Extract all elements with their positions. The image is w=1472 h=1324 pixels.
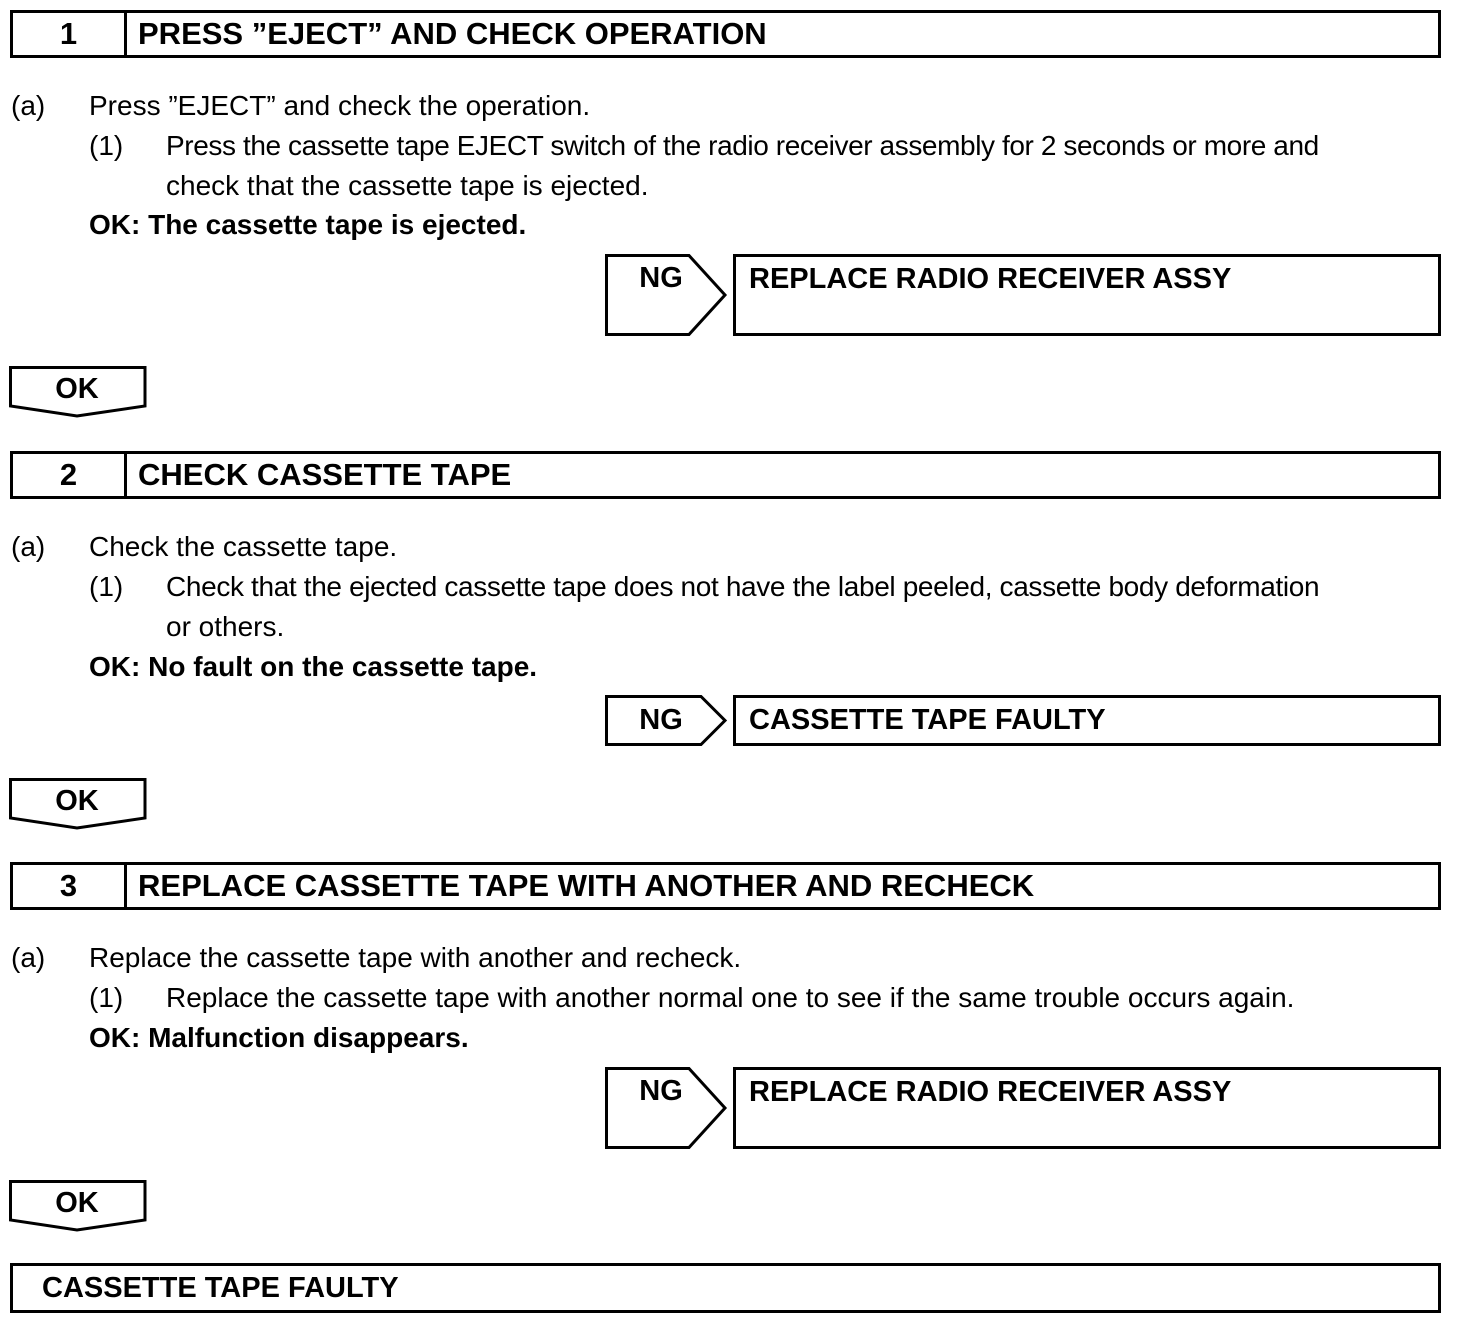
step-1-ok-criteria: OK: The cassette tape is ejected.	[89, 209, 527, 240]
step-3-sub-text: Replace the cassette tape with another and recheck.	[89, 942, 742, 973]
step-2-item-line-1: Check that the ejected cassette tape does not have the label peeled, cassette body deformation	[166, 571, 1320, 602]
step-2-ok-criteria: OK: No fault on the cassette tape.	[89, 651, 538, 682]
step-1-sub-label: (a)	[11, 90, 46, 121]
step-3-sub-label: (a)	[11, 942, 46, 973]
step-3-ok-criteria: OK: Malfunction disappears.	[89, 1022, 469, 1053]
step-1-ng-result	[733, 254, 1441, 336]
step-3-number: 3	[13, 865, 127, 907]
step-2-item-line-2: or others.	[166, 611, 285, 642]
step-3-ok-tag	[9, 1180, 149, 1232]
step-3-item-line-1: Replace the cassette tape with another normal one to see if the same trouble occurs again.	[166, 982, 1295, 1013]
step-1-ng-label: NG	[639, 262, 683, 294]
step-1-ok-tag	[9, 366, 149, 418]
step-2-item-label: (1)	[89, 571, 124, 602]
step-3-ng-result	[733, 1067, 1441, 1149]
step-3-ng-label: NG	[639, 1075, 683, 1107]
step-3-item-label: (1)	[89, 982, 124, 1013]
step-2-ng-result	[733, 695, 1441, 746]
step-3-ng-tag	[605, 1067, 729, 1149]
step-2-ok-label: OK	[55, 785, 99, 817]
step-1-ng-result-text: REPLACE RADIO RECEIVER ASSY	[749, 263, 1232, 295]
step-1-ok-label: OK	[55, 373, 99, 405]
step-1-item-label: (1)	[89, 130, 124, 161]
step-2-sub-label: (a)	[11, 531, 46, 562]
step-2-ng-result-text: CASSETTE TAPE FAULTY	[749, 704, 1106, 736]
step-1-item-line-2: check that the cassette tape is ejected.	[166, 170, 649, 201]
step-2-ng-tag	[605, 695, 729, 746]
step-1-header	[10, 10, 1441, 58]
step-1-ng-tag	[605, 254, 729, 336]
step-2-sub-text: Check the cassette tape.	[89, 531, 398, 562]
step-3-header	[10, 862, 1441, 910]
step-1-item-line-1: Press the cassette tape EJECT switch of the radio receiver assembly for 2 seconds or more and	[166, 130, 1319, 161]
step-2-title: CHECK CASSETTE TAPE	[138, 457, 512, 492]
step-3-ng-result-text: REPLACE RADIO RECEIVER ASSY	[749, 1076, 1232, 1108]
step-2-ng-label: NG	[639, 704, 683, 736]
step-3-ok-label: OK	[55, 1187, 99, 1219]
step-2-number: 2	[13, 454, 127, 496]
final-result-text: CASSETTE TAPE FAULTY	[42, 1272, 399, 1304]
step-3-title: REPLACE CASSETTE TAPE WITH ANOTHER AND RECHECK	[138, 868, 1035, 903]
step-2-header	[10, 451, 1441, 499]
step-1-sub-text: Press ”EJECT” and check the operation.	[89, 90, 591, 121]
step-2-ok-tag	[9, 778, 149, 830]
final-result-box	[10, 1263, 1441, 1313]
step-1-number: 1	[13, 13, 127, 55]
step-1-title: PRESS ”EJECT” AND CHECK OPERATION	[138, 16, 767, 51]
